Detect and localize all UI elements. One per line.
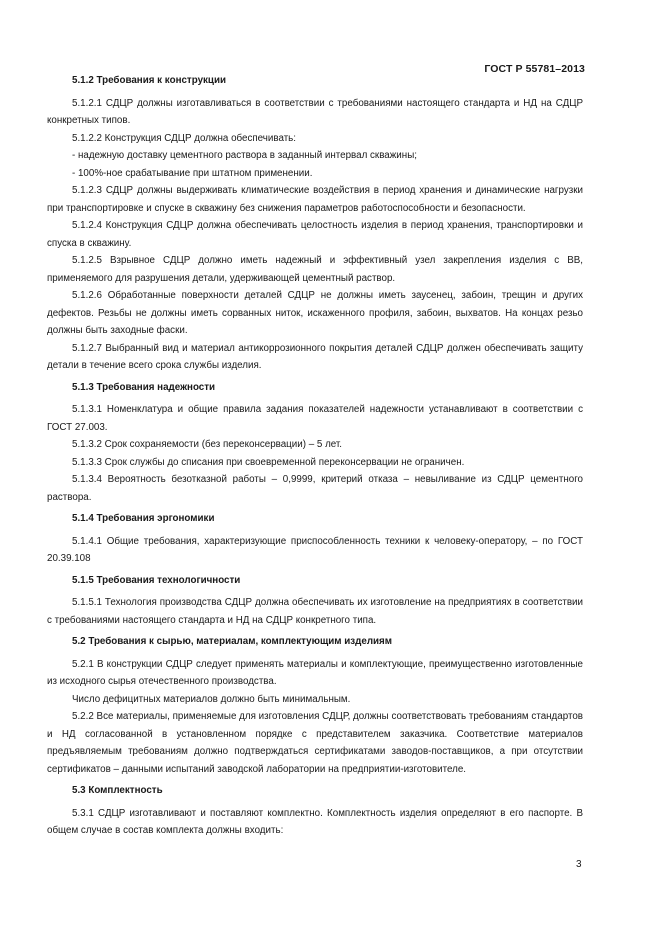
section-heading: 5.1.5 Требования технологичности [72,574,241,586]
paragraph: 5.1.2.4 Конструкция СДЦР должна обеспечивать целостность изделия в период хранения, транспортировки и спуска в скважину. [47,220,583,249]
paragraph: 5.2.2 Все материалы, применяемые для изготовления СДЦР, должны соответствовать требованиям стандартов и НД согласованной в установленном порядке с представителем заказчика. Соответствие материалов предъявляемым требованиям должно подтверждаться сертификатами заводов-поставщиков, а при отсутствии сертификатов – данными испытаний заводской лаборатории на предприятии-изготовителе. [47,711,583,775]
paragraph: 5.1.2.1 СДЦР должны изготавливаться в соответствии с требованиями настоящего стандарта и НД на СДЦР конкретных типов. [47,97,583,126]
paragraph: 5.1.5.1 Технология производства СДЦР должна обеспечивать их изготовление на предприятиях в соответствии с требованиями настоящего стандарта и НД на СДЦР конкретного типа. [47,597,583,626]
paragraph: 5.2.1 В конструкции СДЦР следует применять материалы и комплектующие, преимущественно изготовленные из исходного сырья отечественного производства. [47,658,583,687]
page-number: 3 [576,859,582,870]
section-heading: 5.1.3 Требования надежности [72,381,216,393]
list-item: - надежную доставку цементного раствора в заданный интервал скважины; [72,150,417,161]
paragraph: 5.1.3.2 Срок сохраняемости (без переконсервации) – 5 лет. [72,439,343,450]
list-item: - 100%-ное срабатывание при штатном применении. [72,167,313,179]
paragraph: 5.1.2.3 СДЦР должны выдерживать климатические воздействия в период хранения и динамические нагрузки при транспортировке и спуске в скважину без снижения параметров работоспособности и безопасности. [47,185,583,214]
paragraph: 5.1.4.1 Общие требования, характеризующие приспособленность техники к человеку-оператору, – по ГОСТ 20.39.108 [47,535,583,564]
section-5-1-5 [47,572,583,630]
paragraph: Число дефицитных материалов должно быть минимальным. [72,693,351,705]
paragraph: 5.1.2.5 Взрывное СДЦР должно иметь надежный и эффективный узел закрепления изделия с ВВ, применяемого для разрушения детали, удерживающей цементный раствор. [47,255,583,284]
section-5-2 [47,633,583,778]
section-5-1-4 [47,510,583,568]
paragraph: 5.1.2.6 Обработанные поверхности деталей СДЦР не должны иметь заусенец, забоин, трещин и других дефектов. Резьбы не должны иметь сорванных ниток, искаженного профиля, забоин, выхватов. На концах резьо должны быть заходные фаски. [47,290,583,336]
section-heading: 5.1.2 Требования к конструкции [72,75,227,86]
section-5-1-3 [47,379,583,507]
section-heading: 5.3 Комплектность [72,785,163,796]
section-heading: 5.2 Требования к сырью, материалам, комплектующим изделиям [72,636,393,647]
paragraph: 5.1.2.2 Конструкция СДЦР должна обеспечивать: [72,132,297,144]
paragraph: 5.3.1 СДЦР изготавливают и поставляют комплектно. Комплектность изделия определяют в его паспорте. В общем случае в состав комплекта должны входить: [47,807,583,836]
paragraph: 5.1.3.3 Срок службы до списания при своевременной переконсервации не ограничен. [72,456,465,468]
paragraph: 5.1.3.1 Номенклатура и общие правила задания показателей надежности устанавливают в соответствии с ГОСТ 27.003. [47,404,583,433]
document-body [47,72,583,840]
section-5-3 [47,782,583,840]
section-heading: 5.1.4 Требования эргономики [72,513,215,524]
paragraph: 5.1.2.7 Выбранный вид и материал антикоррозионного покрытия деталей СДЦР должен обеспечивать защиту детали в течение всего срока службы изделия. [47,342,583,371]
paragraph: 5.1.3.4 Вероятность безотказной работы – 0,9999, критерий отказа – невыливание из СДЦР цементного раствора. [47,474,583,503]
section-5-1-2 [47,72,583,375]
document-code: ГОСТ Р 55781–2013 [484,63,585,75]
